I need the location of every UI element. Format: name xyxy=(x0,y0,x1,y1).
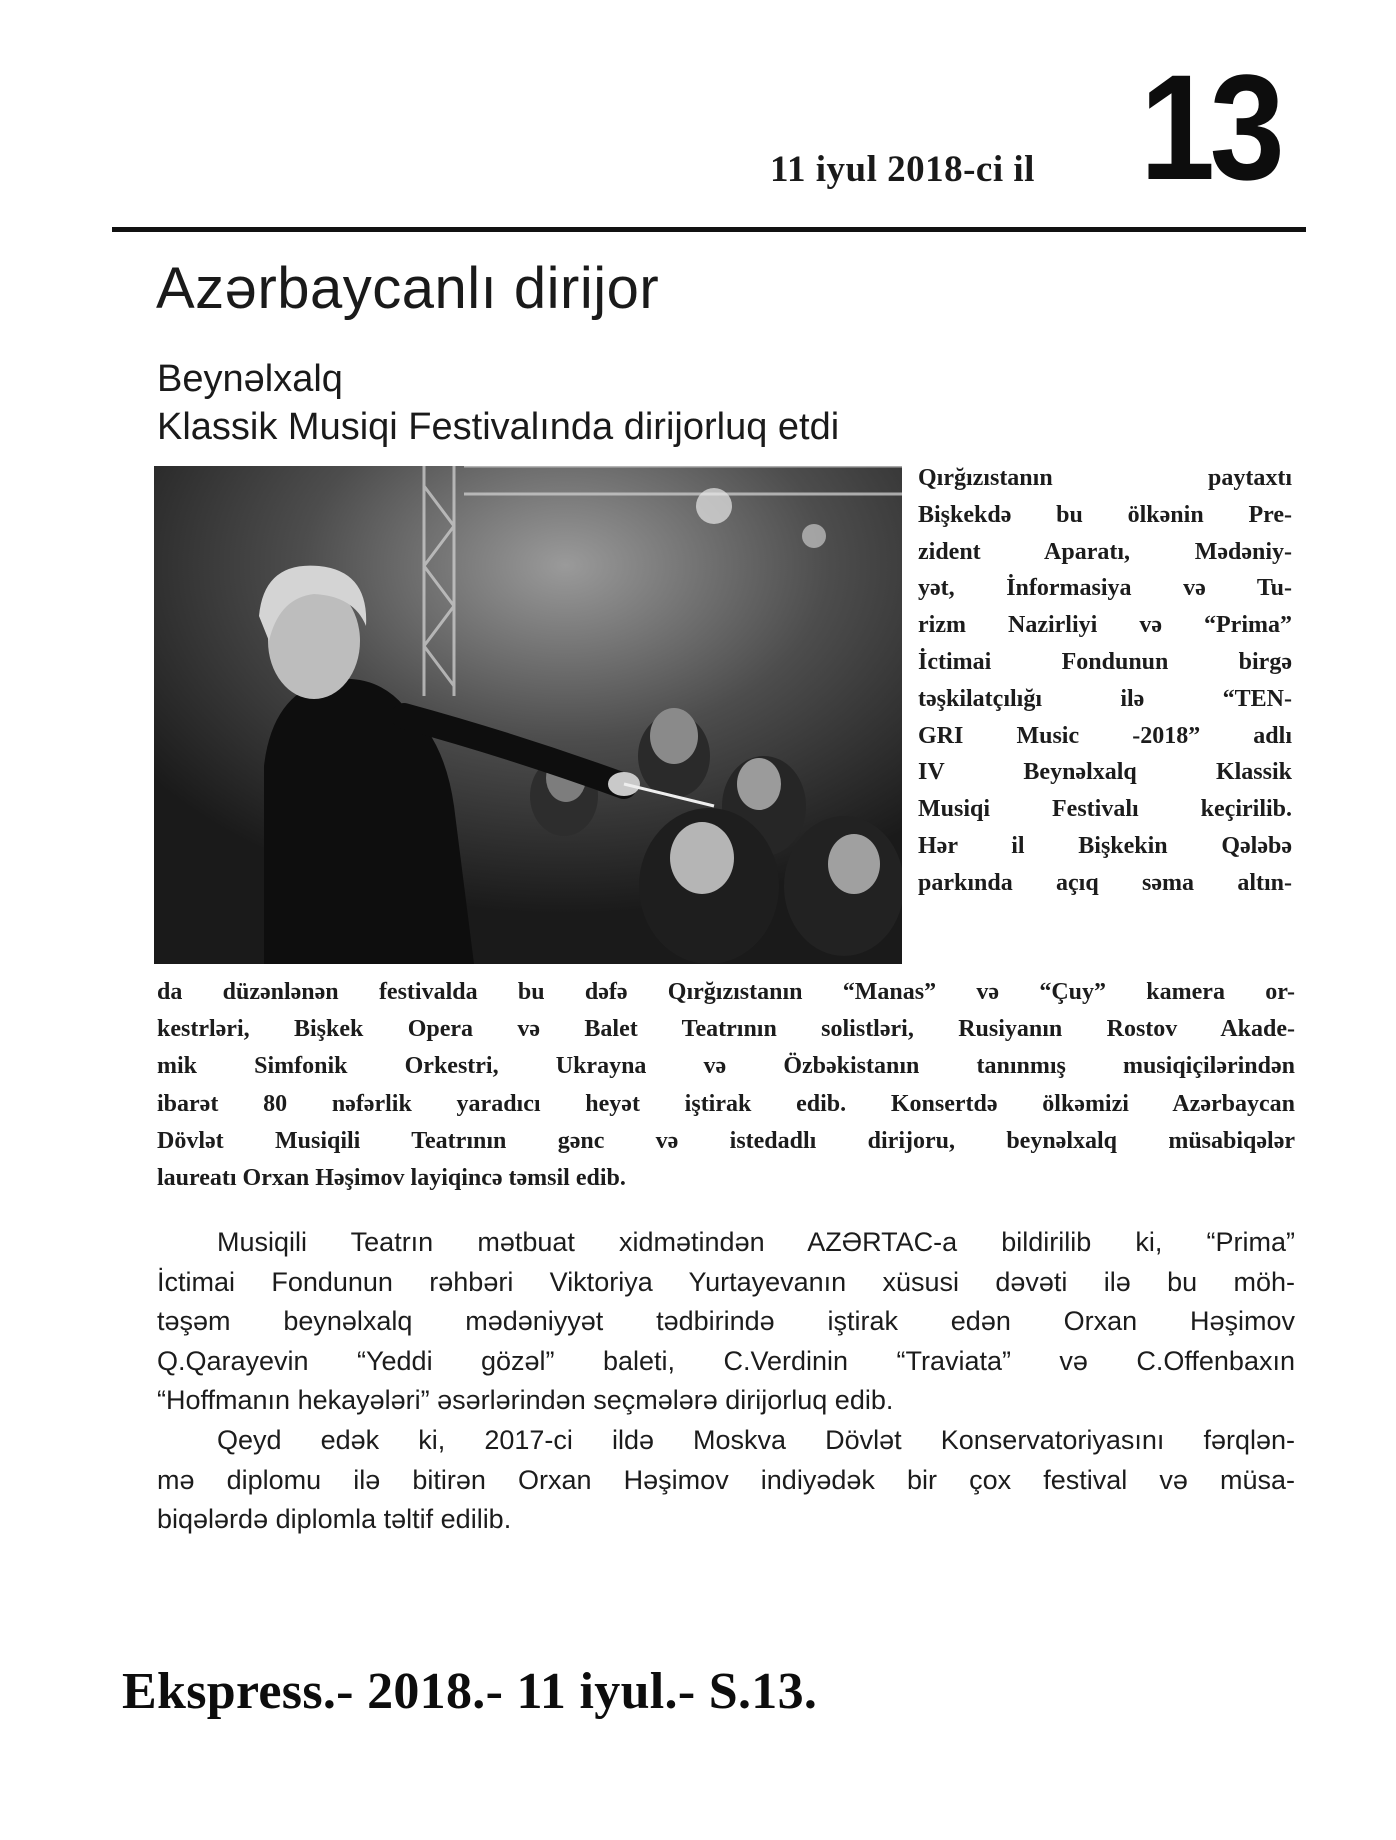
body-paragraph-1 xyxy=(157,974,1295,1197)
column-line: IV Beynəlxalq Klassik xyxy=(918,759,1292,786)
conductor-photo xyxy=(154,466,902,964)
column-line: Musiqi Festivalı keçirilib. xyxy=(918,796,1292,823)
column-line: zident Aparatı, Mədəniy- xyxy=(918,538,1292,565)
subhead-line-1: Beynəlxalq xyxy=(157,358,343,400)
body-line: təşəm beynəlxalq mədəniyyət tədbirində iştirak edən Orxan Həşimov xyxy=(157,1306,1295,1337)
subhead-line-2: Klassik Musiqi Festivalında dirijorluq etdi xyxy=(157,406,840,448)
column-line: Hər il Bişkekin Qələbə xyxy=(918,832,1292,859)
column-line: Bişkekdə bu ölkənin Pre- xyxy=(918,501,1292,528)
body-line: laureatı Orxan Həşimov layiqincə təmsil edib. xyxy=(157,1165,626,1192)
column-line: təşkilatçılığı ilə “TEN- xyxy=(918,685,1292,712)
source-citation: Ekspress.- 2018.- 11 iyul.- S.13. xyxy=(122,1663,818,1720)
issue-date: 11 iyul 2018-ci il xyxy=(770,149,1035,190)
body-line: Qeyd edək ki, 2017-ci ildə Moskva Dövlət Konservatoriyasını fərqlən- xyxy=(217,1424,1295,1455)
page-number: 13 xyxy=(1140,43,1280,211)
article-subhead xyxy=(157,355,839,451)
body-line: ibarət 80 nəfərlik yaradıcı heyət iştirak edib. Konsertdə ölkəmizi Azərbaycan xyxy=(157,1090,1295,1117)
body-line: Dövlət Musiqili Teatrının gənc və istedadlı dirijoru, beynəlxalq müsabiqələr xyxy=(157,1127,1295,1154)
column-line: GRI Music -2018” adlı xyxy=(918,722,1292,749)
side-column-text xyxy=(918,460,1292,902)
column-line: İctimai Fondunun birgə xyxy=(918,648,1292,675)
body-line: “Hoffmanın hekayələri” əsərlərindən seçmələrə dirijorluq edib. xyxy=(157,1385,894,1416)
body-line: Musiqili Teatrın mətbuat xidmətindən AZƏRTAC-a bildirilib ki, “Prima” xyxy=(217,1227,1295,1257)
body-line: mik Simfonik Orkestri, Ukrayna və Özbəkistanın tanınmış musiqiçilərindən xyxy=(157,1053,1295,1080)
article-headline: Azərbaycanlı dirijor xyxy=(156,256,660,321)
body-line: mə diplomu ilə bitirən Orxan Həşimov indiyədək bir çox festival və müsa- xyxy=(157,1464,1295,1495)
body-line: biqələrdə diplomla təltif edilib. xyxy=(157,1504,512,1535)
header-rule xyxy=(112,227,1306,232)
column-line: rizm Nazirliyi və “Prima” xyxy=(918,612,1292,639)
body-line: İctimai Fondunun rəhbəri Viktoriya Yurtayevanın xüsusi dəvəti ilə bu möh- xyxy=(157,1266,1295,1297)
body-line: Q.Qarayevin “Yeddi gözəl” baleti, C.Verdinin “Traviata” və C.Offenbaxın xyxy=(157,1345,1295,1376)
column-line: parkında açıq səma altın- xyxy=(918,869,1292,896)
column-line: Qırğızıstanın paytaxtı xyxy=(918,465,1292,491)
body-paragraph-2 xyxy=(157,1223,1295,1540)
column-line: yət, İnformasiya və Tu- xyxy=(918,575,1292,602)
body-line: da düzənlənən festivalda bu dəfə Qırğızıstanın “Manas” və “Çuy” kamera or- xyxy=(157,979,1295,1005)
body-line: kestrləri, Bişkek Opera və Balet Teatrının solistləri, Rusiyanın Rostov Akade- xyxy=(157,1016,1295,1043)
